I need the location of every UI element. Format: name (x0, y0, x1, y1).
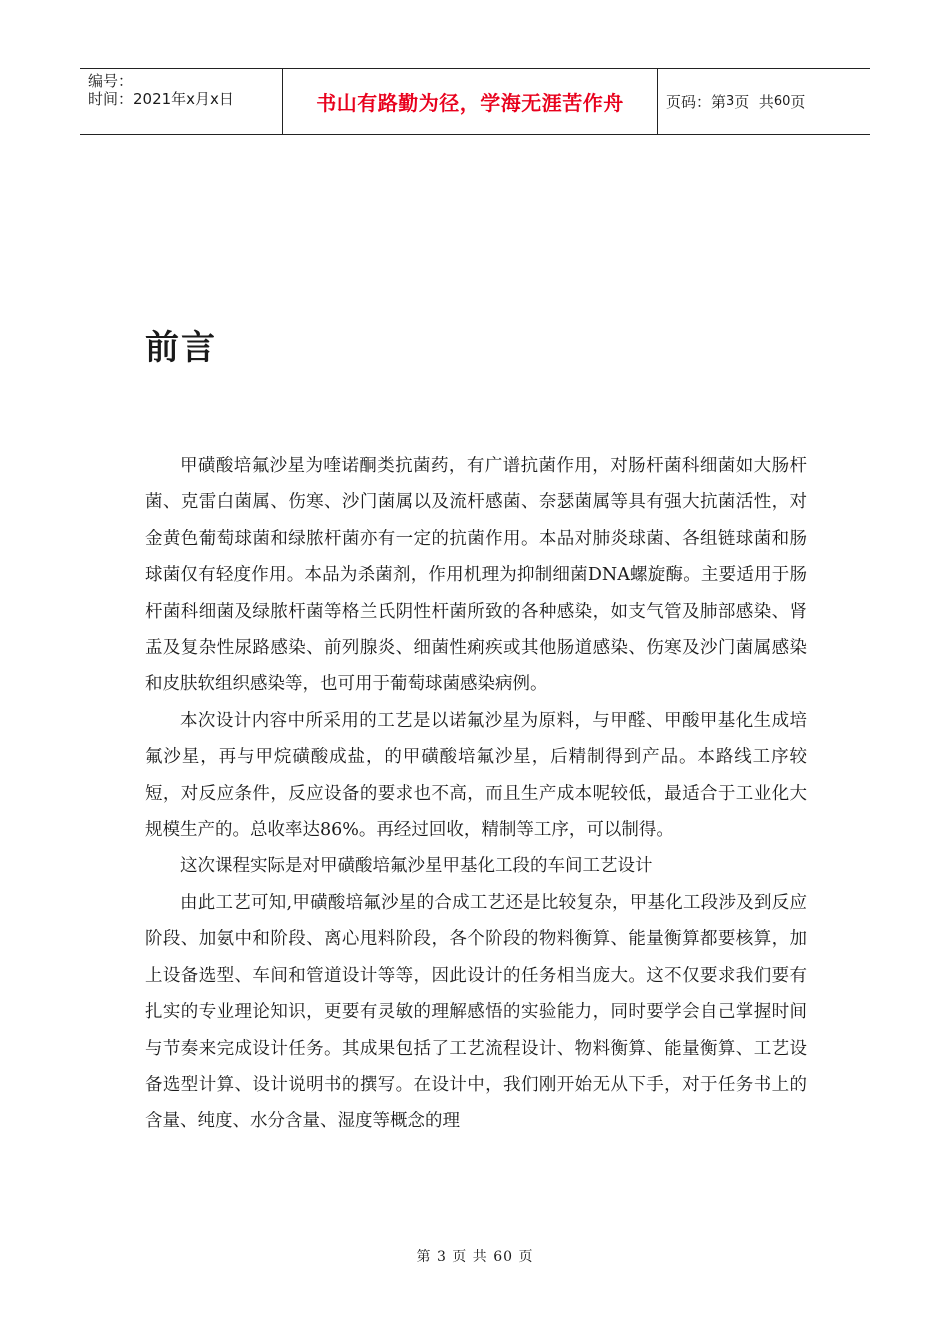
document-date: 时间：2021年x月x日 (88, 90, 234, 108)
page-header (80, 68, 870, 135)
page-prefix: 页码：第 (666, 93, 727, 111)
header-page-info (658, 69, 870, 134)
page-footer: 第 3 页 共 60 页 (416, 1249, 534, 1265)
document-body (145, 448, 807, 1140)
header-meta (80, 69, 283, 134)
paragraph: 甲磺酸培氟沙星为喹诺酮类抗菌药，有广谱抗菌作用，对肠杆菌科细菌如大肠杆菌、克雷白菌属、伤寒、沙门菌属以及流杆感菌、奈瑟菌属等具有强大抗菌活性，对金黄色葡萄球菌和绿脓杆菌亦有一定的抗菌作用。本品对肺炎球菌、各组链球菌和肠球菌仅有轻度作用。本品为杀菌剂，作用机理为抑制细菌DNA螺旋酶。主要适用于肠杆菌科细菌及绿脓杆菌等格兰氏阴性杆菌所致的各种感染，如支气管及肺部感染、肾盂及复杂性尿路感染、前列腺炎、细菌性痢疾或其他肠道感染、伤寒及沙门菌属感染和皮肤软组织感染等，也可用于葡萄球菌感染病例。 (145, 456, 807, 695)
header-motto: 书山有路勤为径，学海无涯苦作舟 (283, 69, 658, 134)
page-current: 3 (726, 94, 735, 109)
paragraph: 本次设计内容中所采用的工艺是以诺氟沙星为原料，与甲醛、甲酸甲基化生成培氟沙星，再与甲烷磺酸成盐，的甲磺酸培氟沙星，后精制得到产品。本路线工序较短，对反应条件，反应设备的要求也不高，而且生产成本呢较低，最适合于工业化大规模生产的。总收率达86%。再经过回收，精制等工序，可以制得。 (145, 710, 807, 841)
document-number-label: 编号： (88, 72, 134, 90)
page-suffix: 页 (790, 93, 806, 111)
page-mid: 页 共 (734, 93, 774, 111)
paragraph: 这次课程实际是对甲磺酸培氟沙星甲基化工段的车间工艺设计 (180, 856, 653, 877)
page-total: 60 (773, 94, 791, 109)
paragraph: 由此工艺可知,甲磺酸培氟沙星的合成工艺还是比较复杂，甲基化工段涉及到反应阶段、加氨中和阶段、离心甩料阶段，各个阶段的物料衡算、能量衡算都要核算，加上设备选型、车间和管道设计等等，因此设计的任务相当庞大。这不仅要求我们要有扎实的专业理论知识，更要有灵敏的理解感悟的实验能力，同时要学会自己掌握时间与节奏来完成设计任务。其成果包括了工艺流程设计、物料衡算、能量衡算、工艺设备选型计算、设计说明书的撰写。在设计中，我们刚开始无从下手，对于任务书上的含量、纯度、水分含量、湿度等概念的理 (145, 892, 807, 1132)
page-title: 前言 (145, 328, 217, 368)
